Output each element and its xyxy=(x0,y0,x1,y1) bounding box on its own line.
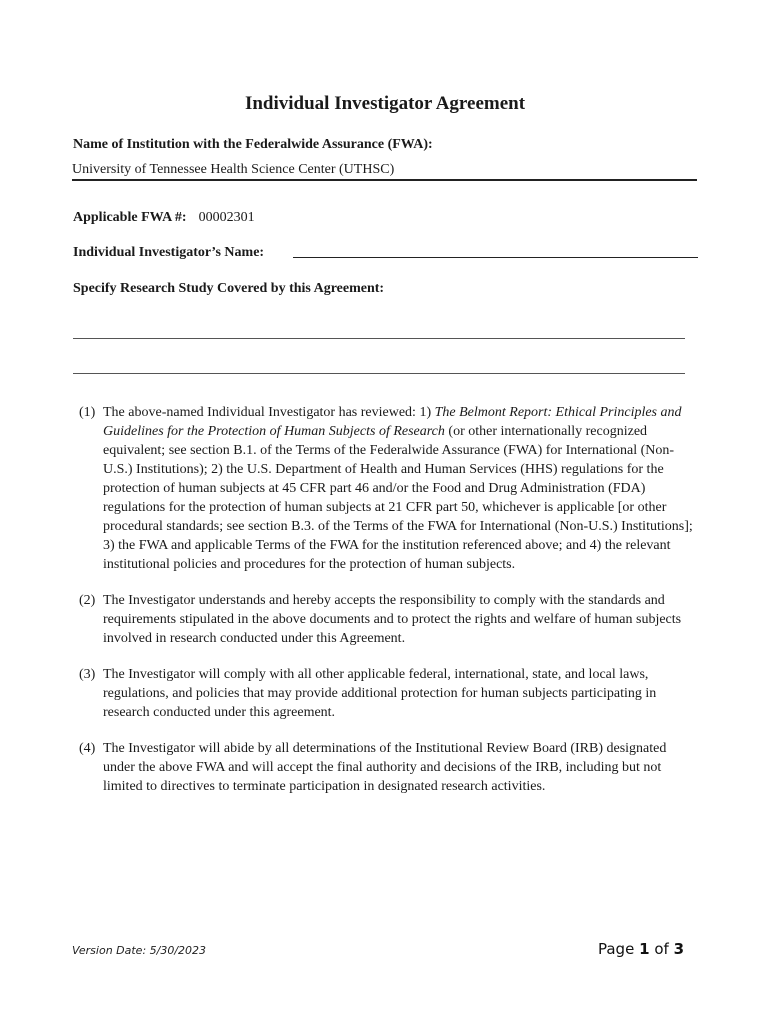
page-of: of xyxy=(654,940,669,958)
page-total: 3 xyxy=(673,940,684,958)
version-date: Version Date: 5/30/2023 xyxy=(72,944,207,957)
item-text: The Investigator will comply with all other applicable federal, international, state, and local laws, regulations, and policies that may provide additional protection for human subjects participating in research conducted under this agreement. xyxy=(103,667,657,720)
fwa-row xyxy=(73,210,255,226)
agreement-item xyxy=(79,665,699,722)
agreement-item xyxy=(79,591,699,648)
investigator-name-line xyxy=(293,256,698,258)
item-number: (3) xyxy=(79,667,96,682)
page-number xyxy=(598,940,684,958)
agreement-item xyxy=(79,739,699,796)
study-label: Specify Research Study Covered by this Agreement: xyxy=(73,281,385,296)
fwa-number: 00002301 xyxy=(198,210,255,225)
item-text: The Investigator understands and hereby accepts the responsibility to comply with the standards and requirements stipulated in the above documents and to protect the rights and welfare of human subjects involved in research conducted under this Agreement. xyxy=(103,593,682,646)
page-current: 1 xyxy=(639,940,650,958)
institution-field xyxy=(72,162,697,181)
item-number: (1) xyxy=(79,405,96,420)
document-title: Individual Investigator Agreement xyxy=(244,93,526,114)
item-number: (2) xyxy=(79,593,96,608)
agreement-item xyxy=(79,403,699,574)
item-text xyxy=(103,405,693,572)
institution-value: University of Tennessee Health Science Center (UTHSC) xyxy=(72,162,395,177)
item-number: (4) xyxy=(79,741,96,756)
item-text-part: The above-named Individual Investigator has reviewed: 1) xyxy=(103,405,435,420)
agreement-items xyxy=(79,403,699,813)
fwa-label: Applicable FWA #: xyxy=(73,210,187,225)
page-word: Page xyxy=(597,940,635,958)
investigator-name-label: Individual Investigator’s Name: xyxy=(73,245,265,260)
item-text-part: (or other internationally recognized equivalent; see section B.1. of the Terms of the Federalwide Assurance (FWA) for International (Non-U.S.) Institutions); 2) the U.S. Department of Health and Human Services (HHS) regulations for the protection of human subjects at 45 CFR part 46 and/or the Food and Drug Administration (FDA) regulations for the protection of human subjects at 21 CFR part 50, whichever is applicable [or other procedural standards; see section B.3. of the Terms of the FWA for International (Non-U.S.) Institutions]; 3) the FWA and applicable Terms of the FWA for the institution referenced above; and 4) the relevant institutional policies and procedures for the protection of human subjects. xyxy=(103,424,693,572)
study-blank-line-2 xyxy=(73,373,685,374)
item-text: The Investigator will abide by all determinations of the Institutional Review Board (IRB) designated under the above FWA and will accept the final authority and decisions of the IRB, including but not limited to directives to terminate participation in designated research activities. xyxy=(103,741,667,794)
study-blank-line-1 xyxy=(73,338,685,339)
institution-label: Name of Institution with the Federalwide Assurance (FWA): xyxy=(73,137,433,152)
belmont-report-title: The Belmont Report: Ethical Principles and Guidelines for the Protection of Human Subjects of Research xyxy=(103,405,682,439)
